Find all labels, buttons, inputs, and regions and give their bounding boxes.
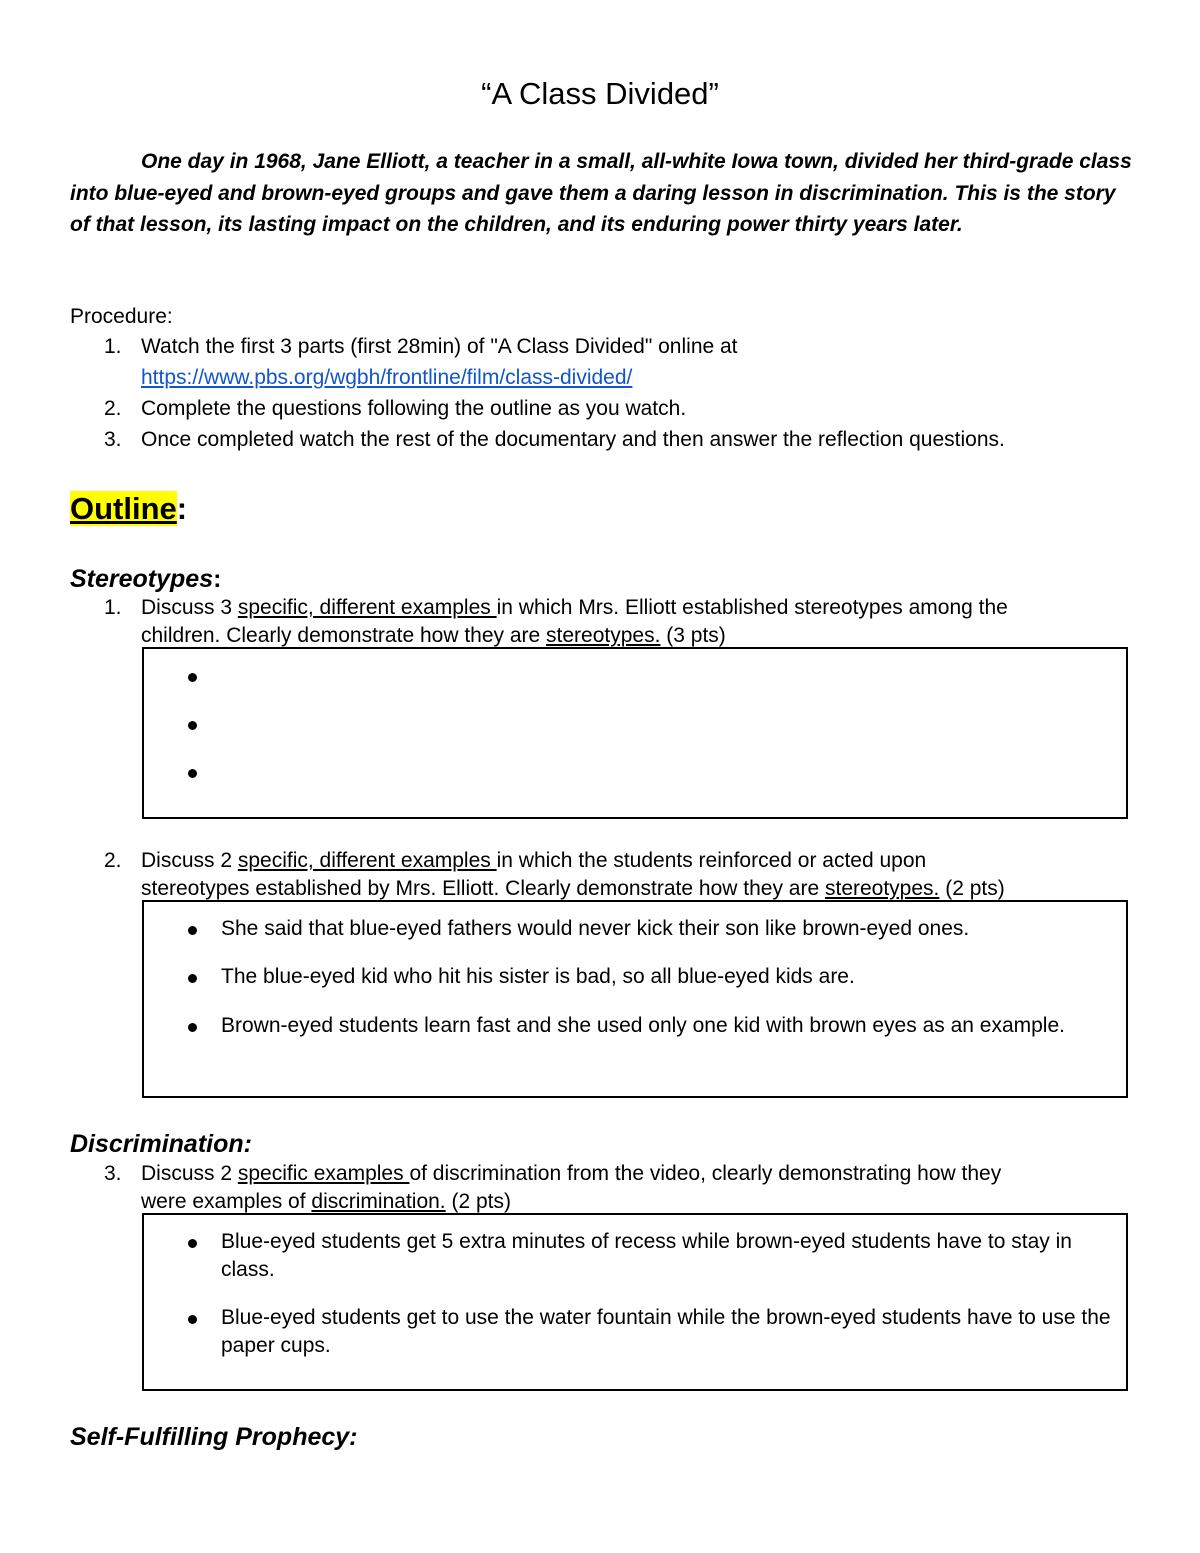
- bullet-icon: [188, 1315, 197, 1324]
- question-2-line-2: [141, 875, 1005, 903]
- answer-box-1[interactable]: [142, 647, 1128, 819]
- step-text: Watch the first 3 parts (first 28min) of "A Class Divided" online at: [141, 335, 738, 358]
- q2-points: (2 pts): [939, 877, 1005, 900]
- question-2-line-1: [141, 847, 926, 875]
- question-3-line-1: [141, 1160, 1001, 1188]
- intro-paragraph: One day in 1968, Jane Elliott, a teacher in a small, all-white Iowa town, divided her third-grade class into blue-eyed and brown-eyed groups and gave them a daring lesson in discrimination. This is the story of that lesson, its lasting impact on the children, and its enduring power thirty years later.: [70, 150, 1132, 236]
- stereotypes-label: Stereotypes: [70, 565, 214, 593]
- procedure-label: Procedure:: [70, 305, 173, 328]
- step-text: Complete the questions following the outline as you watch.: [141, 397, 687, 420]
- bullet-icon: [188, 1023, 197, 1032]
- answer-item: Blue-eyed students get to use the water fountain while the brown-eyed students have to use the paper cups.: [221, 1306, 1111, 1357]
- answer-item: She said that blue-eyed fathers would never kick their son like brown-eyed ones.: [221, 917, 970, 940]
- question-number: 2.: [104, 849, 122, 872]
- question-number: 3.: [104, 1162, 122, 1185]
- step-text: Once completed watch the rest of the documentary and then answer the reflection questions.: [141, 428, 1005, 451]
- q3-points: (2 pts): [445, 1190, 511, 1213]
- step-number: 2.: [104, 397, 122, 420]
- question-1-line-1: [141, 594, 1008, 622]
- document-title: “A Class Divided”: [481, 76, 719, 111]
- q3-mid: of discrimination from the video, clearly demonstrating how they: [409, 1162, 1002, 1185]
- step-number: 3.: [104, 428, 122, 451]
- bullet-icon: [188, 926, 197, 935]
- bullet-icon: [188, 721, 197, 730]
- self-fulfilling-heading: Self-Fulfilling Prophecy:: [70, 1423, 358, 1451]
- bullet-icon: [188, 673, 197, 682]
- q2-underline: specific, different examples: [237, 849, 497, 872]
- question-1-line-2: [141, 622, 726, 650]
- answer-item: The blue-eyed kid who hit his sister is bad, so all blue-eyed kids are.: [221, 965, 855, 988]
- q2-mid: in which the students reinforced or acted upon: [496, 849, 927, 872]
- bullet-icon: [188, 1239, 197, 1248]
- outline-label: Outline: [70, 491, 177, 526]
- q1-underline: specific, different examples: [237, 596, 497, 619]
- q1-points: (3 pts): [660, 624, 726, 647]
- bullet-icon: [188, 769, 197, 778]
- q3-pre: Discuss 2: [141, 1162, 238, 1185]
- pbs-link[interactable]: https://www.pbs.org/wgbh/frontline/film/class-divided/: [141, 366, 633, 389]
- q1-line2: children. Clearly demonstrate how they are: [141, 624, 547, 647]
- step-number: 1.: [104, 335, 122, 358]
- answer-item: Blue-eyed students get 5 extra minutes of recess while brown-eyed students have to stay in class.: [221, 1230, 1072, 1281]
- q3-underline-2: discrimination.: [311, 1190, 446, 1213]
- q3-line2: were examples of: [141, 1190, 312, 1213]
- question-3-line-2: [141, 1188, 511, 1216]
- q3-underline: specific examples: [237, 1162, 410, 1185]
- outline-colon: :: [176, 491, 188, 526]
- discrimination-heading: Discrimination:: [70, 1130, 252, 1158]
- stereotypes-colon: :: [213, 565, 222, 593]
- outline-heading: [70, 488, 187, 530]
- q1-underline-2: stereotypes.: [546, 624, 661, 647]
- stereotypes-heading: [70, 563, 221, 595]
- q2-line2: stereotypes established by Mrs. Elliott. Clearly demonstrate how they are: [141, 877, 825, 900]
- q1-pre: Discuss 3: [141, 596, 238, 619]
- question-number: 1.: [104, 596, 122, 619]
- q1-mid: in which Mrs. Elliott established stereotypes among the: [496, 596, 1008, 619]
- q2-pre: Discuss 2: [141, 849, 238, 872]
- q2-underline-2: stereotypes.: [824, 877, 940, 900]
- bullet-icon: [188, 974, 197, 983]
- answer-item: Brown-eyed students learn fast and she used only one kid with brown eyes as an example.: [221, 1014, 1065, 1037]
